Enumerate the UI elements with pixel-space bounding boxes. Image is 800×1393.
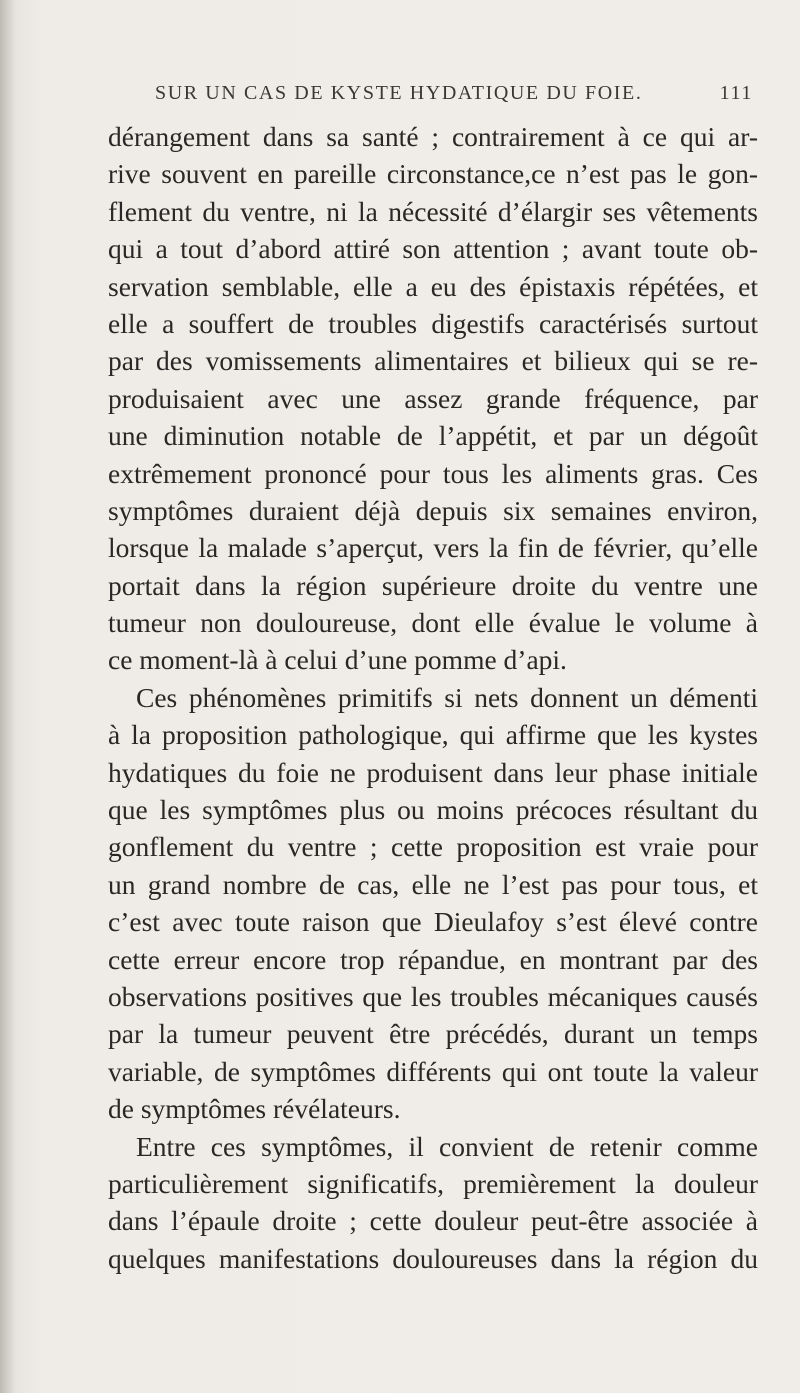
text-line: c’est avec toute raison que Dieulafoy s’est élevé contre bbox=[108, 906, 758, 938]
paragraph-end-line: de symptômes révélateurs. bbox=[108, 1093, 401, 1125]
text-line: quelques manifestations douloureuses dans la région du bbox=[108, 1242, 758, 1274]
text-line: rive souvent en pareille circonstance,ce n’est pas le gon- bbox=[108, 158, 758, 190]
text-line: produisaient avec une assez grande fréquence, par bbox=[108, 382, 758, 414]
text-line: une diminution notable de l’appétit, et par un dégoût bbox=[108, 420, 758, 452]
running-title: SUR UN CAS DE KYSTE HYDATIQUE DU FOIE. bbox=[155, 82, 643, 104]
text-line: qui a tout d’abord attiré son attention ; avant toute ob- bbox=[108, 233, 758, 265]
text-line: variable, de symptômes différents qui ont toute la valeur bbox=[108, 1055, 758, 1087]
text-line: dérangement dans sa santé ; contrairement à ce qui ar- bbox=[108, 121, 758, 152]
text-line: un grand nombre de cas, elle ne l’est pas pour tous, et bbox=[108, 868, 758, 900]
text-line: observations positives que les troubles mécaniques causés bbox=[108, 980, 758, 1012]
text-line: flement du ventre, ni la nécessité d’élargir ses vêtements bbox=[108, 195, 758, 227]
text-line: par des vomissements alimentaires et bilieux qui se re- bbox=[108, 345, 758, 377]
page-gutter-shadow bbox=[0, 0, 14, 1393]
paragraph-end-line: ce moment-là à celui d’une pomme d’api. bbox=[108, 644, 567, 676]
text-line: tumeur non douloureuse, dont elle évalue le volume à bbox=[108, 607, 758, 639]
paragraph-start-line: Ces phénomènes primitifs si nets donnent un démenti bbox=[136, 681, 758, 713]
body-text bbox=[108, 118, 758, 1277]
page-number: 111 bbox=[719, 82, 753, 104]
text-line: hydatiques du foie ne produisent dans leur phase initiale bbox=[108, 756, 758, 788]
text-line: elle a souffert de troubles digestifs caractérisés surtout bbox=[108, 307, 758, 339]
text-line: extrêmement prononcé pour tous les aliments gras. Ces bbox=[108, 457, 758, 489]
text-line: portait dans la région supérieure droite du ventre une bbox=[108, 569, 758, 601]
running-head bbox=[155, 82, 753, 110]
paragraph-start-line: Entre ces symptômes, il convient de retenir comme bbox=[136, 1130, 758, 1162]
text-line: par la tumeur peuvent être précédés, durant un temps bbox=[108, 1018, 758, 1050]
text-line: à la proposition pathologique, qui affirme que les kystes bbox=[108, 719, 758, 751]
text-line: cette erreur encore trop répandue, en montrant par des bbox=[108, 943, 758, 975]
text-line: servation semblable, elle a eu des épistaxis répétées, et bbox=[108, 270, 758, 302]
text-line: particulièrement significatifs, premièrement la douleur bbox=[108, 1167, 758, 1199]
text-line: que les symptômes plus ou moins précoces résultant du bbox=[108, 794, 758, 826]
text-line: lorsque la malade s’aperçut, vers la fin de février, qu’elle bbox=[108, 532, 758, 564]
text-line: symptômes duraient déjà depuis six semaines environ, bbox=[108, 494, 758, 526]
text-line: dans l’épaule droite ; cette douleur peut-être associée à bbox=[108, 1205, 758, 1237]
text-line: gonflement du ventre ; cette proposition est vraie pour bbox=[108, 831, 758, 863]
